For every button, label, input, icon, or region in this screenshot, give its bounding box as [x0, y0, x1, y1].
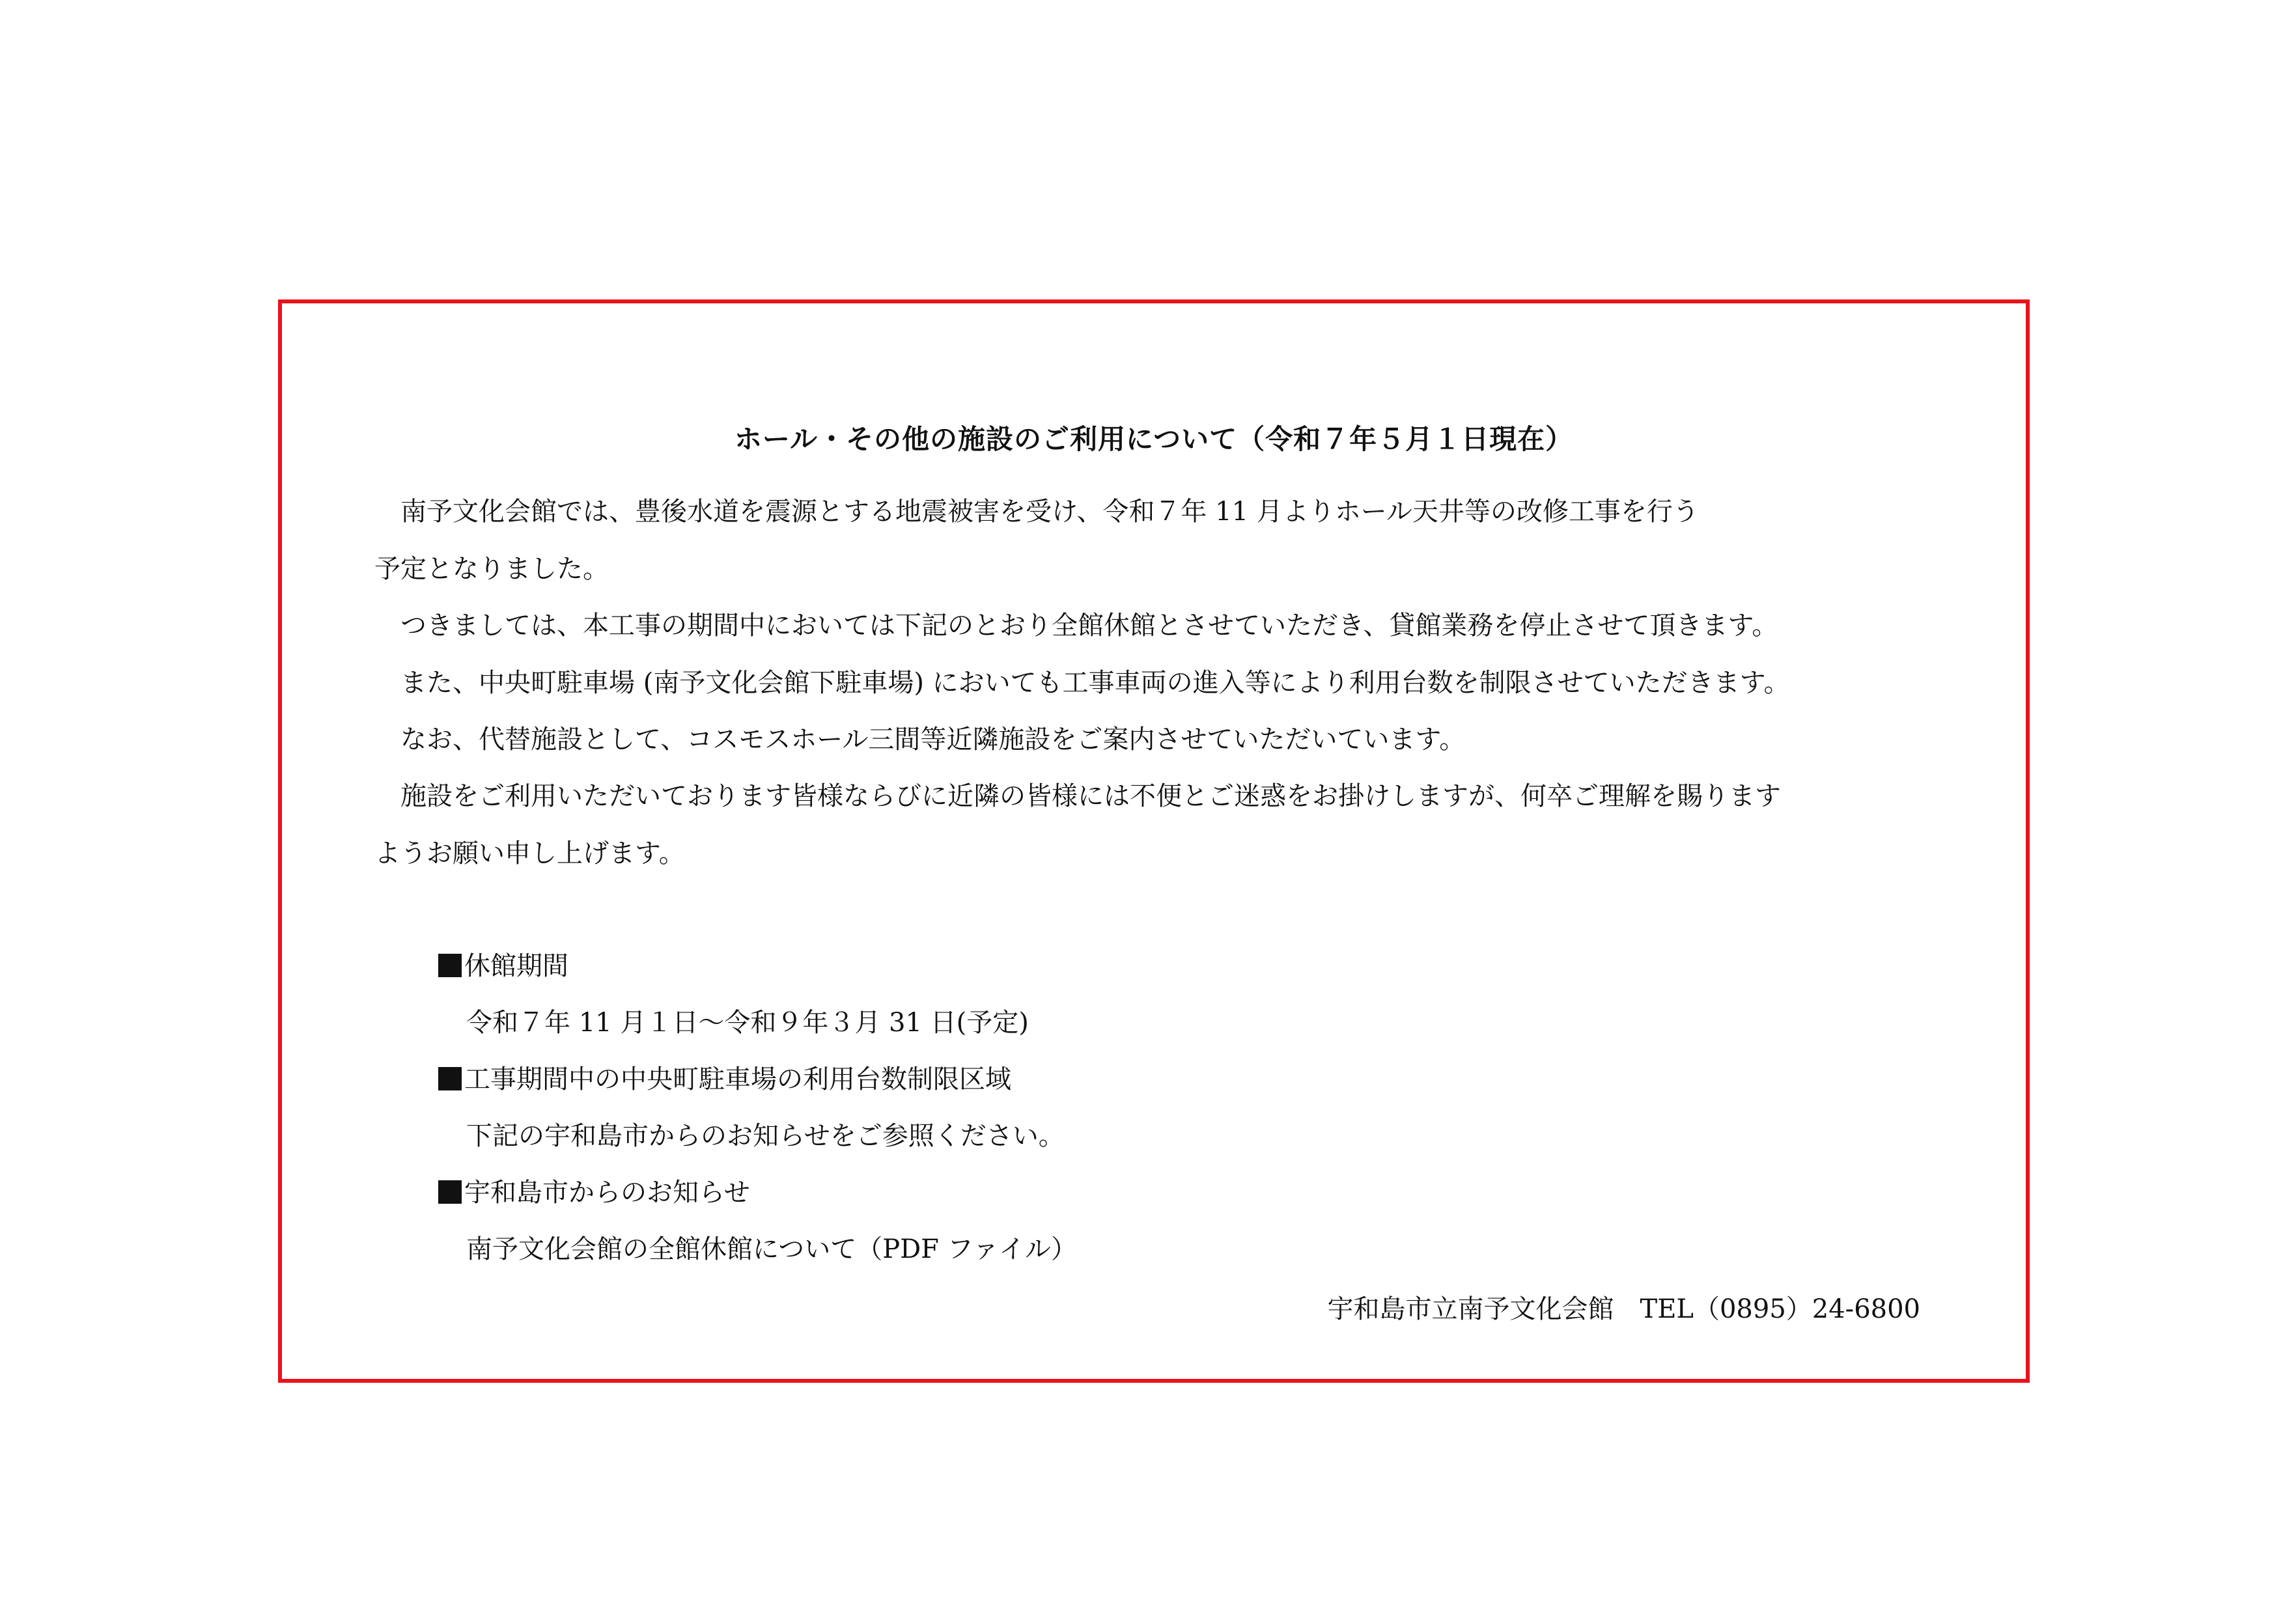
- paragraph-line-6: 施設をご利用いただいております皆様ならびに近隣の皆様には不便とご迷惑をお掛けしますが、何卒ご理解を賜ります: [374, 781, 1781, 811]
- paragraph-line-7: ようお願い申し上げます。: [374, 839, 685, 868]
- pdf-notice-link-label[interactable]: 南予文化会館の全館休館について（PDF ファイル）: [466, 1234, 1077, 1264]
- section-heading-label: 宇和島市からのお知らせ: [464, 1178, 750, 1208]
- notice-title: ホール・その他の施設のご利用について（令和７年５月１日現在）: [734, 423, 1574, 455]
- pdf-notice-link[interactable]: [466, 1236, 1077, 1262]
- section-heading-parking-restriction: [438, 1066, 1011, 1092]
- section-heading-city-notice: [438, 1180, 750, 1206]
- signature-contact: 宇和島市立南予文化会館 TEL（0895）24-6800: [1327, 1294, 1920, 1324]
- paragraph-line-1: 南予文化会館では、豊後水道を震源とする地震被害を受け、令和７年 11 月よりホール天井等の改修工事を行う: [374, 497, 1699, 527]
- paragraph-line-4: また、中央町駐車場 (南予文化会館下駐車場) においても工事車両の進入等により利用台数を制限させていただきます。: [374, 668, 1790, 698]
- black-square-icon: [438, 1180, 462, 1204]
- paragraph-line-3: つきましては、本工事の期間中においては下記のとおり全館休館とさせていただき、貸館業務を停止させて頂きます。: [374, 611, 1778, 641]
- section-body-closure-period: 令和７年 11 月１日～令和９年３月 31 日(予定): [466, 1008, 1029, 1038]
- paragraph-line-2: 予定となりました。: [374, 554, 609, 584]
- black-square-icon: [438, 954, 462, 977]
- section-heading-label: 工事期間中の中央町駐車場の利用台数制限区域: [464, 1064, 1011, 1094]
- section-body-parking-restriction: 下記の宇和島市からのお知らせをご参照ください。: [466, 1121, 1065, 1151]
- black-square-icon: [438, 1067, 462, 1090]
- section-heading-label: 休館期間: [464, 951, 568, 981]
- section-heading-closure-period: [438, 953, 568, 979]
- notice-box: [278, 299, 2030, 1383]
- paragraph-line-5: なお、代替施設として、コスモスホール三間等近隣施設をご案内させていただいています。: [374, 725, 1466, 755]
